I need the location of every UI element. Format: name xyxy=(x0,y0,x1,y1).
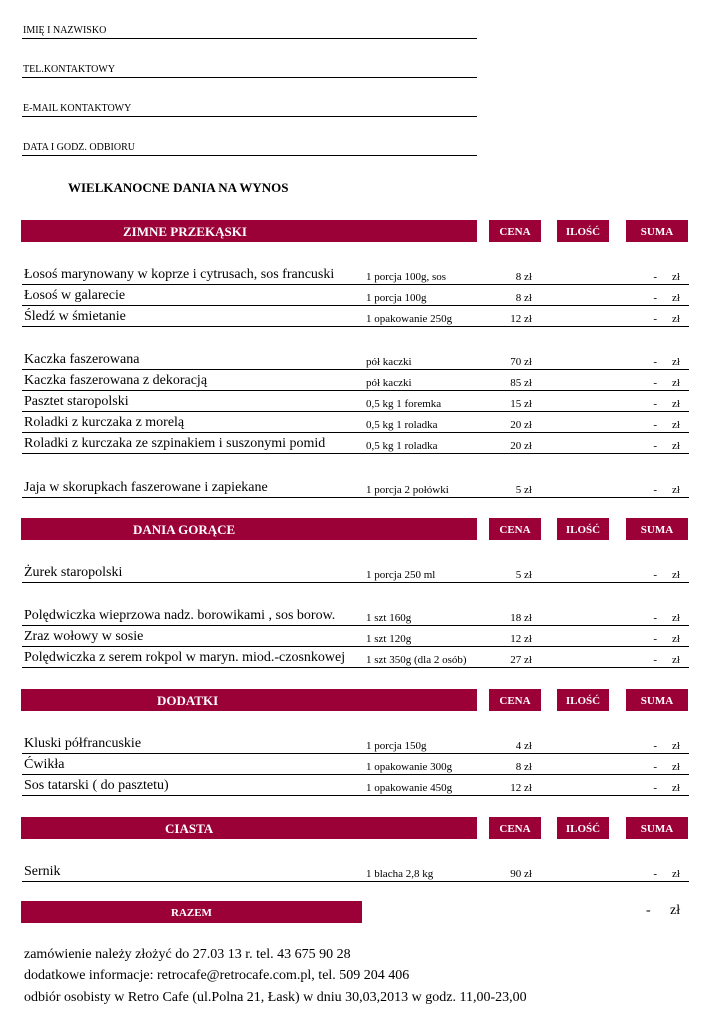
item-price: 12 zł xyxy=(510,633,532,645)
menu-row xyxy=(22,284,689,306)
menu-row xyxy=(22,604,689,626)
item-name: Kaczka faszerowana xyxy=(24,352,140,367)
item-price: 5 zł xyxy=(515,569,532,581)
sum-column-header: SUMA xyxy=(626,817,688,839)
pickup-field[interactable] xyxy=(22,155,477,156)
menu-row xyxy=(22,732,689,754)
menu-row xyxy=(22,625,689,647)
name-field[interactable] xyxy=(22,38,477,39)
phone-field[interactable] xyxy=(22,77,477,78)
menu-row xyxy=(22,369,689,391)
item-currency: zł xyxy=(672,419,680,431)
item-portion: 1 szt 160g xyxy=(366,612,412,624)
item-price: 4 zł xyxy=(515,740,532,752)
item-sum: - xyxy=(653,356,657,368)
item-portion: 1 opakowanie 300g xyxy=(366,761,453,773)
item-sum: - xyxy=(653,761,657,773)
item-portion: 1 porcja 100g xyxy=(366,292,427,304)
item-currency: zł xyxy=(672,868,680,880)
item-sum: - xyxy=(653,398,657,410)
name-field-label: IMIĘ I NAZWISKO xyxy=(23,25,107,36)
menu-row xyxy=(22,753,689,775)
item-portion: 1 porcja 150g xyxy=(366,740,427,752)
item-name: Sernik xyxy=(24,864,61,879)
item-price: 18 zł xyxy=(510,612,532,624)
item-sum: - xyxy=(653,633,657,645)
qty-column-header: ILOŚĆ xyxy=(557,518,609,540)
menu-row xyxy=(22,263,689,285)
item-sum: - xyxy=(653,271,657,283)
price-column-header: CENA xyxy=(489,220,541,242)
item-currency: zł xyxy=(672,484,680,496)
item-name: Kaczka faszerowana z dekoracją xyxy=(24,373,208,388)
item-sum: - xyxy=(653,292,657,304)
item-sum: - xyxy=(653,868,657,880)
item-portion: 1 porcja 2 połówki xyxy=(366,484,449,496)
item-price: 20 zł xyxy=(510,440,532,452)
item-sum: - xyxy=(653,612,657,624)
item-currency: zł xyxy=(672,440,680,452)
item-portion: 1 szt 350g (dla 2 osób) xyxy=(366,654,467,666)
section-title: DANIA GORĄCE xyxy=(133,522,236,537)
item-sum: - xyxy=(653,569,657,581)
menu-row xyxy=(22,411,689,433)
item-price: 85 zł xyxy=(510,377,532,389)
item-price: 12 zł xyxy=(510,782,532,794)
sum-column-header: SUMA xyxy=(626,518,688,540)
item-portion: 1 porcja 250 ml xyxy=(366,569,436,581)
item-portion: 1 opakowanie 250g xyxy=(366,313,453,325)
item-currency: zł xyxy=(672,654,680,666)
pickup-field-label: DATA I GODZ. ODBIORU xyxy=(23,142,135,153)
item-sum: - xyxy=(653,377,657,389)
page-title: WIELKANOCNE DANIA NA WYNOS xyxy=(68,180,289,195)
total-sum: - xyxy=(646,903,651,918)
item-sum: - xyxy=(653,484,657,496)
item-price: 8 zł xyxy=(515,271,532,283)
order-deadline-note: zamówienie należy złożyć do 27.03 13 r. tel. 43 675 90 28 xyxy=(24,947,351,962)
item-currency: zł xyxy=(672,633,680,645)
price-column-header: CENA xyxy=(489,518,541,540)
section-title: CIASTA xyxy=(165,821,214,836)
item-name: Łosoś w galarecie xyxy=(24,288,126,303)
item-sum: - xyxy=(653,740,657,752)
section-header xyxy=(21,518,477,540)
section-title: DODATKI xyxy=(157,693,219,708)
sum-column-header: SUMA xyxy=(626,689,688,711)
qty-column-header: ILOŚĆ xyxy=(557,689,609,711)
qty-column-header: ILOŚĆ xyxy=(557,220,609,242)
item-name: Jaja w skorupkach faszerowane i zapiekane xyxy=(24,480,268,495)
item-sum: - xyxy=(653,313,657,325)
item-name: Łosoś marynowany w koprze i cytrusach, sos francuski xyxy=(24,267,335,282)
item-name: Żurek staropolski xyxy=(24,565,123,580)
price-column-header: CENA xyxy=(489,689,541,711)
qty-column-header: ILOŚĆ xyxy=(557,817,609,839)
item-name: Roladki z kurczaka z morelą xyxy=(24,415,185,430)
item-price: 5 zł xyxy=(515,484,532,496)
item-currency: zł xyxy=(672,271,680,283)
item-portion: 0,5 kg 1 foremka xyxy=(366,398,442,410)
item-price: 70 zł xyxy=(510,356,532,368)
item-currency: zł xyxy=(672,569,680,581)
menu-row xyxy=(22,774,689,796)
item-price: 90 zł xyxy=(510,868,532,880)
total-label: RAZEM xyxy=(171,907,212,919)
item-name: Śledź w śmietanie xyxy=(24,309,126,324)
section-header xyxy=(21,220,477,242)
menu-row xyxy=(22,390,689,412)
item-price: 8 zł xyxy=(515,292,532,304)
section-header xyxy=(21,817,477,839)
sum-column-header: SUMA xyxy=(626,220,688,242)
item-currency: zł xyxy=(672,782,680,794)
item-price: 8 zł xyxy=(515,761,532,773)
item-portion: pół kaczki xyxy=(366,377,412,389)
item-currency: zł xyxy=(672,740,680,752)
pickup-info-note: odbiór osobisty w Retro Cafe (ul.Polna 21, Łask) w dniu 30,03,2013 w godz. 11,00-23,00 xyxy=(24,990,527,1005)
item-sum: - xyxy=(653,654,657,666)
item-name: Roladki z kurczaka ze szpinakiem i suszonymi pomid xyxy=(24,436,326,451)
item-sum: - xyxy=(653,440,657,452)
item-portion: 1 opakowanie 450g xyxy=(366,782,453,794)
item-currency: zł xyxy=(672,761,680,773)
item-portion: pół kaczki xyxy=(366,356,412,368)
item-portion: 0,5 kg 1 roladka xyxy=(366,419,438,431)
menu-row xyxy=(22,860,689,882)
item-price: 12 zł xyxy=(510,313,532,325)
item-portion: 1 blacha 2,8 kg xyxy=(366,868,434,880)
item-currency: zł xyxy=(672,313,680,325)
contact-info-note: dodatkowe informacje: retrocafe@retrocafe.com.pl, tel. 509 204 406 xyxy=(24,968,410,983)
item-name: Kluski półfrancuskie xyxy=(24,736,142,751)
item-portion: 1 porcja 100g, sos xyxy=(366,271,447,283)
phone-field-label: TEL.KONTAKTOWY xyxy=(23,64,116,75)
item-price: 27 zł xyxy=(510,654,532,666)
menu-row xyxy=(22,646,689,668)
item-currency: zł xyxy=(672,377,680,389)
price-column-header: CENA xyxy=(489,817,541,839)
total-bar xyxy=(21,901,362,923)
email-field-label: E-MAIL KONTAKTOWY xyxy=(23,103,132,114)
total-currency: zł xyxy=(670,903,681,918)
item-currency: zł xyxy=(672,356,680,368)
menu-row xyxy=(22,476,689,498)
menu-row xyxy=(22,305,689,327)
item-sum: - xyxy=(653,782,657,794)
item-price: 20 zł xyxy=(510,419,532,431)
item-price: 15 zł xyxy=(510,398,532,410)
section-header xyxy=(21,689,477,711)
item-sum: - xyxy=(653,419,657,431)
menu-row xyxy=(22,561,689,583)
item-currency: zł xyxy=(672,398,680,410)
email-field[interactable] xyxy=(22,116,477,117)
section-title: ZIMNE PRZEKĄSKI xyxy=(123,224,247,239)
item-portion: 1 szt 120g xyxy=(366,633,412,645)
item-currency: zł xyxy=(672,292,680,304)
item-name: Pasztet staropolski xyxy=(24,394,129,409)
menu-row xyxy=(22,432,689,454)
item-portion: 0,5 kg 1 roladka xyxy=(366,440,438,452)
item-name: Ćwikła xyxy=(24,757,65,772)
item-name: Zraz wołowy w sosie xyxy=(24,629,144,644)
item-name: Polędwiczka wieprzowa nadz. borowikami , sos borow. xyxy=(24,608,336,623)
item-name: Sos tatarski ( do pasztetu) xyxy=(24,778,169,793)
item-currency: zł xyxy=(672,612,680,624)
menu-row xyxy=(22,348,689,370)
item-name: Polędwiczka z serem rokpol w maryn. miod.-czosnkowej xyxy=(24,650,346,665)
